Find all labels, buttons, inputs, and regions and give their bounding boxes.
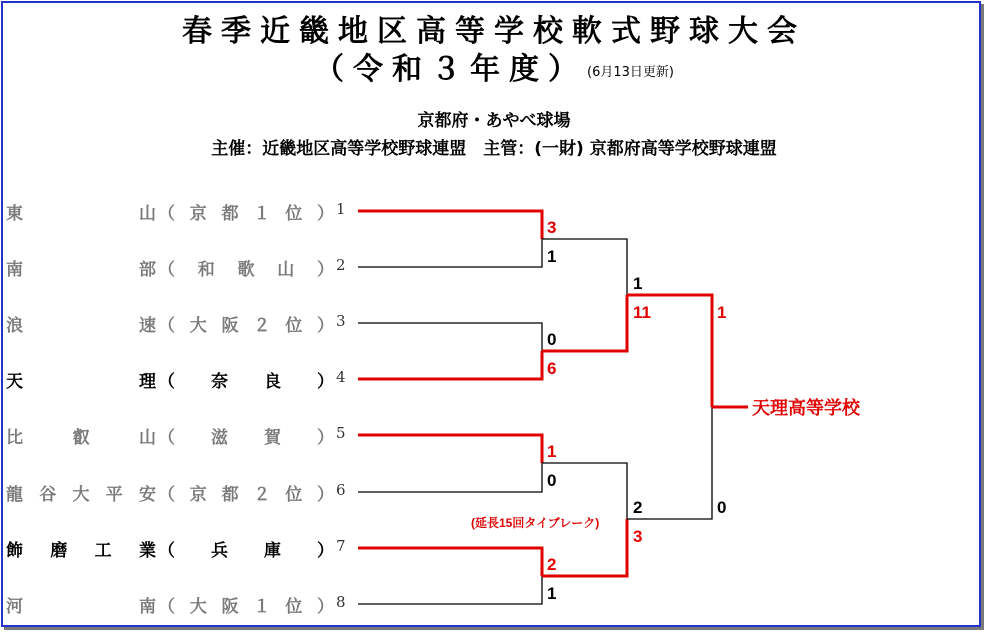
champion-name: 天理高等学校 [752, 398, 860, 418]
team-name: 天 理 [6, 372, 156, 392]
bracket-line [358, 239, 542, 267]
score-label: 1 [547, 442, 557, 461]
team-prefecture: （ 京 都 １ 位 ） [158, 204, 334, 224]
extra-innings-note: (延長15回タイブレーク) [471, 516, 600, 530]
team-seed: 8 [336, 593, 346, 611]
bracket-line [358, 463, 542, 492]
score-label: 0 [547, 471, 557, 490]
score-label: 1 [633, 274, 643, 293]
score-label: 3 [547, 218, 557, 237]
bracket-line [358, 576, 542, 604]
team-prefecture: （ 奈 良 ） [158, 372, 334, 392]
bracket-line [358, 435, 542, 463]
score-label: 11 [633, 303, 651, 322]
team-name: 飾 磨 工 業 [6, 541, 156, 561]
bracket-line [358, 211, 542, 239]
score-label: 1 [717, 303, 727, 322]
team-seed: 3 [336, 312, 346, 330]
team-prefecture: （ 大 阪 ２ 位 ） [158, 316, 334, 336]
team-prefecture: （ 兵 庫 ） [158, 541, 334, 561]
team-seed: 6 [336, 481, 346, 499]
team-seed: 7 [336, 537, 346, 555]
team-seed: 2 [336, 256, 346, 274]
team-prefecture: （ 大 阪 １ 位 ） [158, 597, 334, 617]
team-name: 東 山 [6, 204, 156, 224]
score-label: 6 [547, 359, 557, 378]
team-seed: 5 [336, 424, 346, 442]
score-label: 2 [633, 498, 643, 517]
bracket-line [358, 323, 542, 351]
team-seed: 1 [336, 200, 346, 218]
team-name: 比 叡 山 [6, 428, 156, 448]
team-prefecture: （ 滋 賀 ） [158, 428, 334, 448]
venue: 京都府・あやべ球場 [417, 111, 571, 131]
bracket-line [358, 351, 542, 379]
team-name: 河 南 [6, 597, 156, 617]
team-prefecture: （ 和 歌 山 ） [158, 260, 334, 280]
organizers: 主催：近畿地区高等学校野球連盟 主管：(一財) 京都府高等学校野球連盟 [211, 139, 777, 159]
team-name: 浪 速 [6, 316, 156, 336]
team-name: 南 部 [6, 260, 156, 280]
score-label: 2 [547, 555, 557, 574]
bracket-line [358, 548, 542, 576]
year-label: （令和３年度） [314, 52, 588, 87]
score-label: 1 [547, 247, 557, 266]
score-label: 0 [717, 498, 727, 517]
team-seed: 4 [336, 368, 346, 386]
score-label: 3 [633, 527, 643, 546]
team-name: 龍 谷 大 平 安 [6, 485, 156, 505]
update-note: (6月13日更新) [587, 65, 674, 80]
team-prefecture: （ 京 都 ２ 位 ） [158, 485, 334, 505]
score-label: 0 [547, 330, 557, 349]
score-label: 1 [547, 584, 557, 603]
tournament-title: 春季近畿地区高等学校軟式野球大会 [182, 14, 806, 49]
